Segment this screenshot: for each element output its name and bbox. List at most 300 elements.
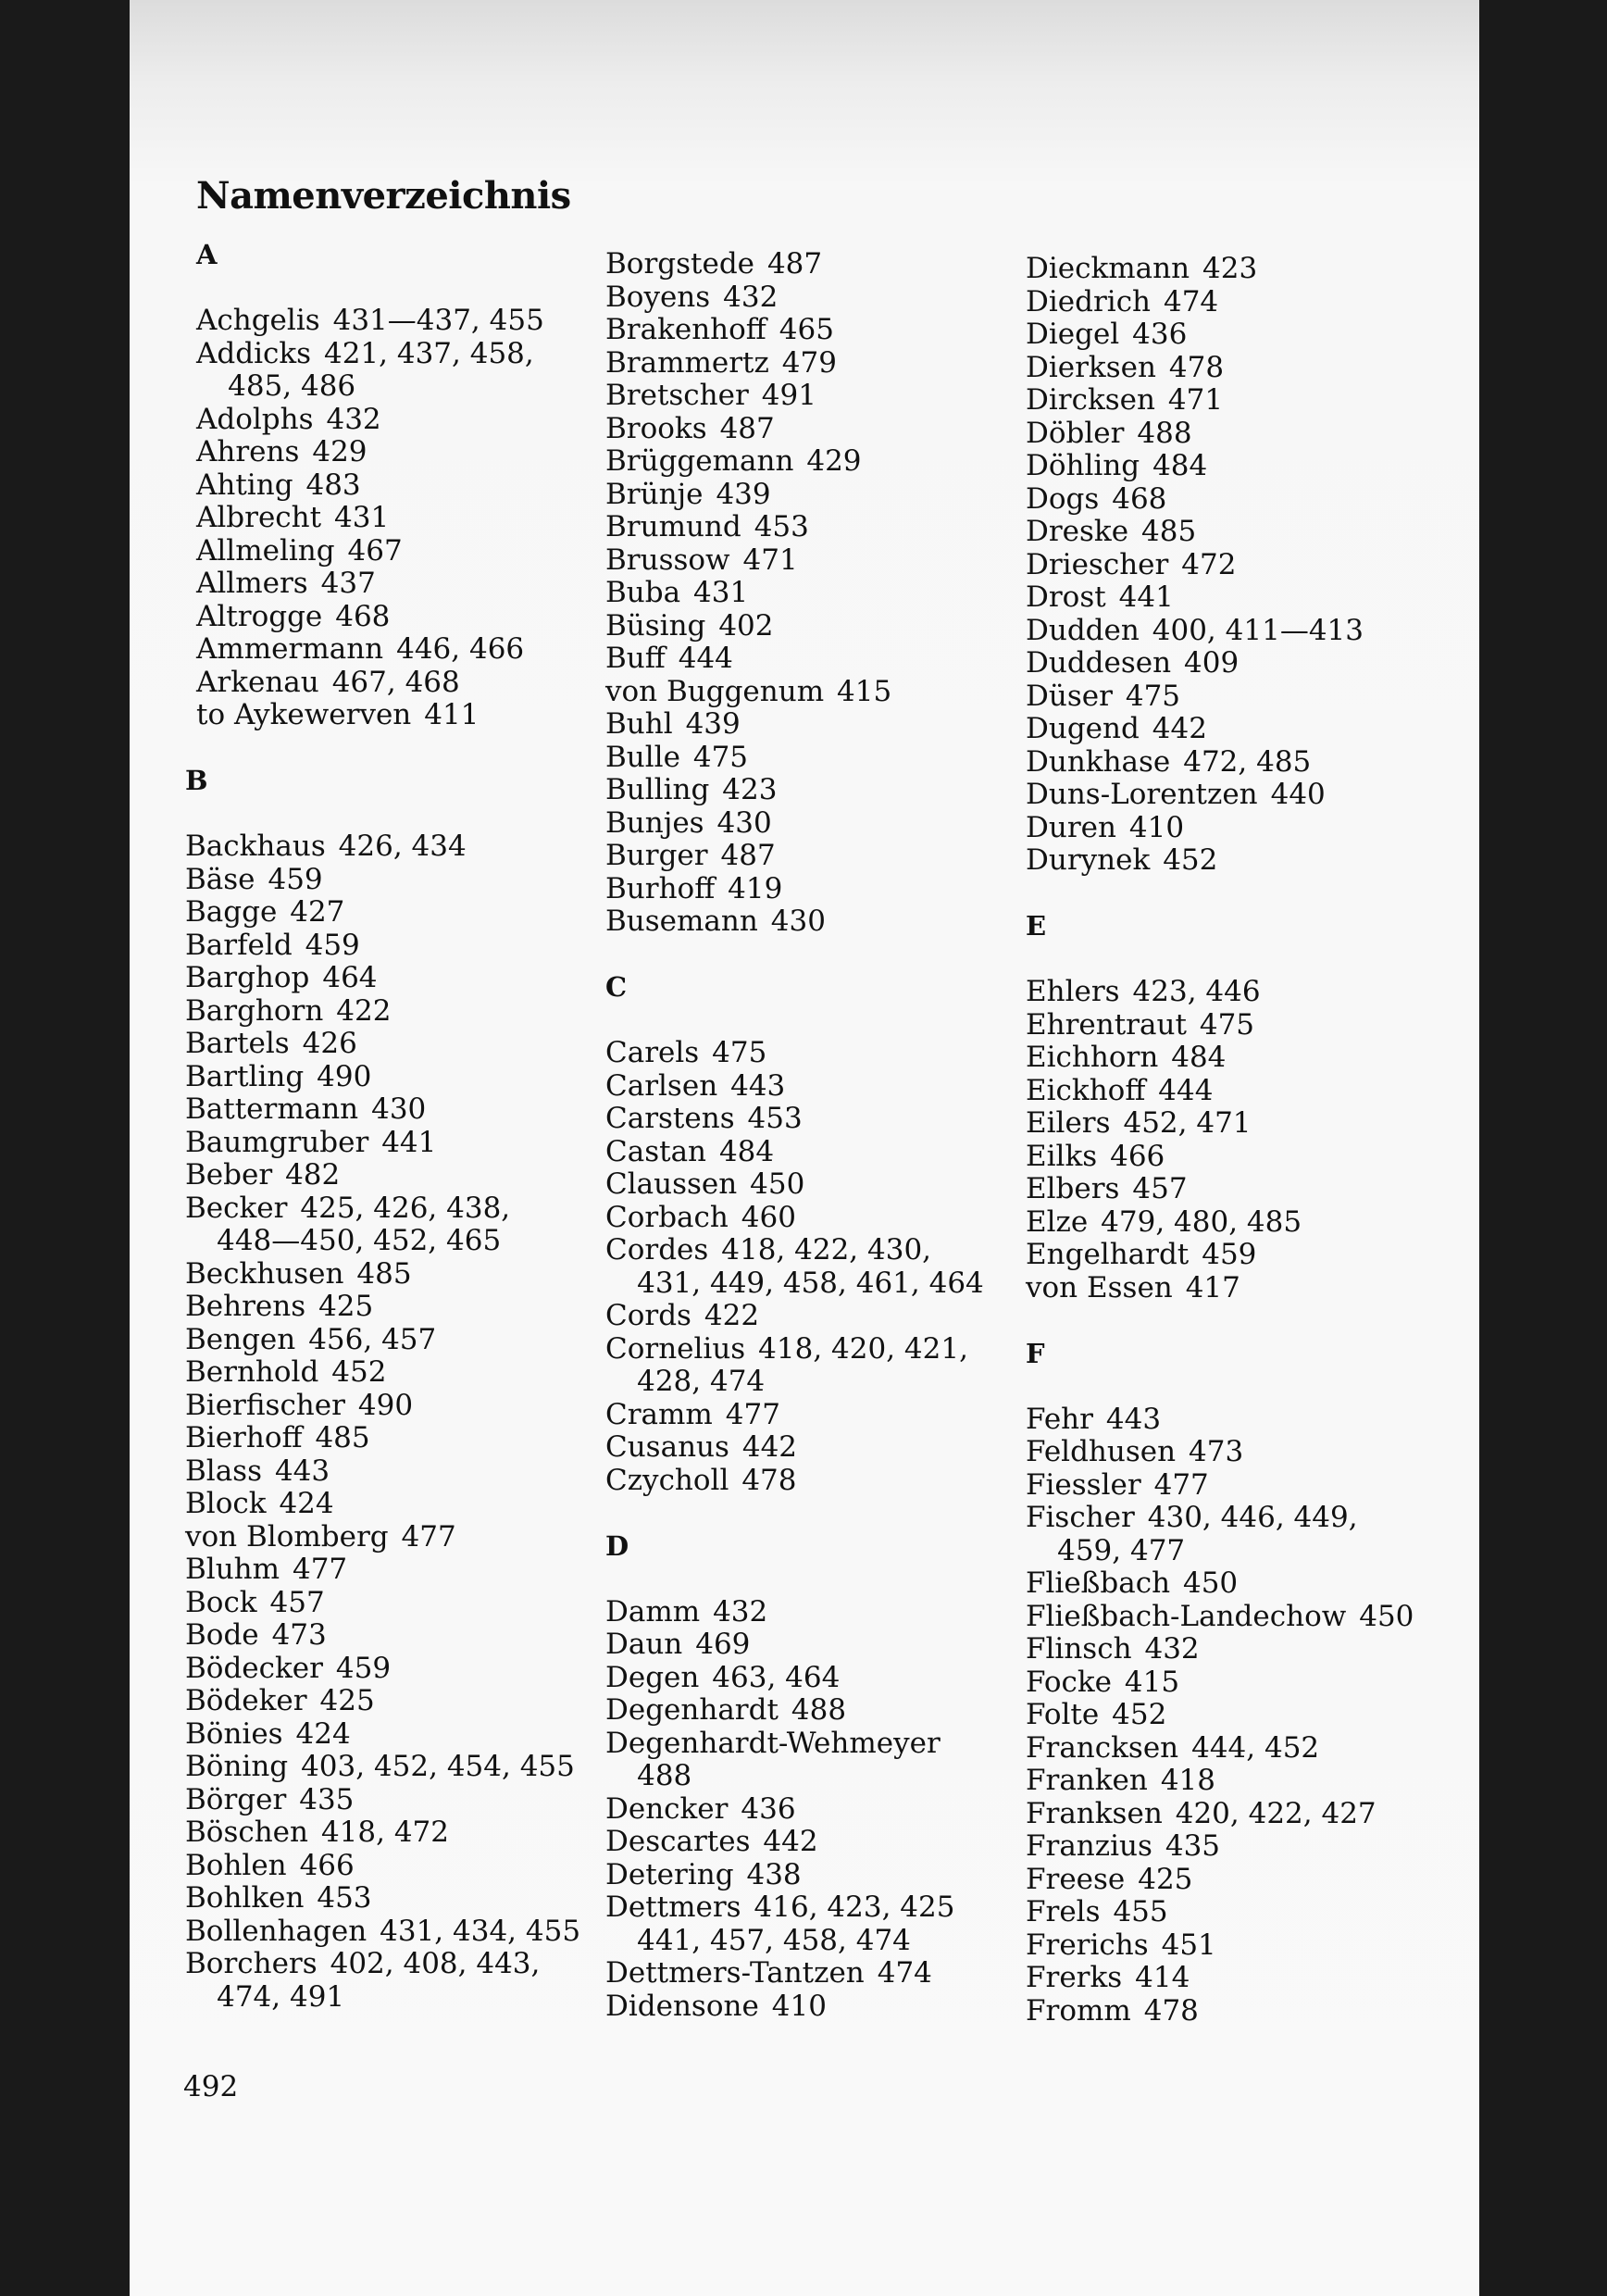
entry-name: Dunkhase	[1026, 744, 1171, 779]
entry-name: Cramm	[605, 1397, 713, 1431]
entry-name: Frerks	[1026, 1961, 1123, 1994]
entry-pages: 402, 408, 443,	[330, 1947, 541, 1980]
index-entry	[605, 708, 1013, 742]
entry-name: Ahting	[196, 468, 293, 502]
entry-pages: 485, 486	[228, 369, 356, 403]
page-number: 492	[183, 2070, 239, 2103]
index-entry	[185, 1981, 592, 2015]
entry-pages: 490	[317, 1059, 372, 1093]
entry-pages: 425	[318, 1290, 374, 1323]
entry-name: Albrecht	[196, 501, 322, 534]
index-entry	[185, 1159, 592, 1192]
entry-name: Franksen	[1026, 1796, 1163, 1830]
index-entry	[1026, 1567, 1461, 1601]
index-entry	[1026, 483, 1461, 517]
entry-pages: 453	[754, 510, 809, 543]
index-entry	[605, 544, 1013, 578]
entry-pages: 431	[693, 576, 749, 609]
entry-pages: 450	[750, 1167, 805, 1201]
index-entry	[1026, 680, 1461, 714]
entry-pages: 478	[1143, 1993, 1199, 2028]
entry-name: Döbler	[1026, 416, 1125, 450]
entry-pages: 459	[305, 928, 360, 962]
entry-name: von Buggenum	[605, 674, 825, 708]
entry-pages: 430	[371, 1092, 427, 1126]
entry-pages: 426	[302, 1027, 357, 1060]
index-entry	[185, 1258, 592, 1292]
entry-pages: 424	[279, 1487, 334, 1520]
entry-name: Battermann	[185, 1092, 359, 1126]
entry-pages: 450	[1359, 1599, 1414, 1633]
index-entry	[605, 1168, 1013, 1202]
index-entry	[185, 1061, 592, 1094]
index-entry	[1026, 581, 1461, 615]
index-entry	[605, 577, 1013, 610]
entry-name: Engelhardt	[1026, 1238, 1190, 1271]
entry-name: Frerichs	[1026, 1928, 1149, 1962]
entry-name: Dircksen	[1026, 383, 1155, 417]
entry-pages: 474	[877, 1956, 932, 1990]
entry-pages: 472, 485	[1183, 744, 1312, 779]
index-entry	[605, 1431, 1013, 1465]
entry-name: Focke	[1026, 1665, 1112, 1699]
entry-name: Elbers	[1026, 1172, 1120, 1205]
page-title: Namenverzeichnis	[196, 174, 571, 218]
entry-name: Dudden	[1026, 613, 1140, 647]
entry-pages: 415	[1124, 1665, 1180, 1699]
index-entry	[196, 305, 592, 338]
index-entry	[1026, 1765, 1461, 1798]
entry-pages: 473	[271, 1618, 327, 1652]
entry-name: Bulle	[605, 740, 680, 774]
entry-pages: 457	[269, 1585, 325, 1619]
entry-name: Duren	[1026, 810, 1116, 844]
entry-pages: 473	[1189, 1435, 1244, 1468]
entry-name: Blass	[185, 1454, 262, 1488]
index-entry	[605, 610, 1013, 643]
index-entry	[1026, 1239, 1461, 1272]
entry-pages: 418, 420, 421,	[758, 1331, 968, 1366]
index-entry	[185, 1192, 592, 1226]
entry-pages: 436	[1132, 318, 1188, 351]
entry-pages: 478	[1168, 350, 1225, 384]
entry-pages: 451	[1161, 1928, 1216, 1962]
entry-name: Degen	[605, 1660, 700, 1694]
entry-name: Burhoff	[605, 871, 716, 905]
entry-name: Addicks	[196, 336, 312, 370]
entry-name: Borgstede	[605, 247, 755, 281]
entry-name: Bödecker	[185, 1651, 323, 1685]
entry-name: Ehlers	[1026, 975, 1120, 1008]
entry-pages: 477	[1153, 1467, 1209, 1502]
entry-pages: 467, 468	[331, 665, 460, 699]
entry-name: Didensone	[605, 1989, 759, 2023]
entry-pages: 488	[1137, 416, 1192, 450]
index-entry	[1026, 352, 1461, 385]
entry-name: Dierksen	[1026, 350, 1156, 384]
entry-name: Eichhorn	[1026, 1041, 1159, 1074]
entry-name: Bagge	[185, 895, 278, 929]
entry-name: Corbach	[605, 1200, 729, 1234]
entry-name: Busemann	[605, 905, 758, 938]
entry-name: Bartling	[185, 1059, 305, 1093]
index-entry	[605, 840, 1013, 873]
index-entry	[605, 1891, 1013, 1925]
entry-name: Böning	[185, 1750, 289, 1783]
index-entry	[185, 1127, 592, 1160]
entry-pages: 453	[747, 1102, 803, 1135]
entry-name: Eilers	[1026, 1106, 1111, 1140]
entry-name: Dieckmann	[1026, 252, 1190, 285]
index-entry	[605, 807, 1013, 841]
entry-name: Düser	[1026, 679, 1113, 713]
entry-pages: 485	[356, 1256, 412, 1291]
entry-pages: 439	[685, 707, 741, 741]
index-entry	[185, 995, 592, 1029]
entry-pages: 429	[806, 444, 862, 478]
entry-name: Buhl	[605, 707, 673, 741]
entry-pages: 410	[771, 1989, 827, 2023]
entry-name: Dreske	[1026, 515, 1129, 548]
entry-pages: 491	[761, 379, 816, 412]
entry-pages: 484	[1171, 1041, 1227, 1074]
index-entry	[605, 873, 1013, 906]
index-entry	[1026, 1633, 1461, 1666]
entry-pages: 468	[1112, 481, 1167, 516]
entry-name: Bohlen	[185, 1848, 287, 1882]
entry-pages: 416, 423, 425	[754, 1890, 955, 1924]
entry-pages: 479	[781, 345, 837, 380]
index-entry	[605, 1366, 1013, 1399]
entry-pages: 442	[741, 1430, 798, 1464]
index-entry	[185, 930, 592, 963]
index-entry	[196, 601, 592, 634]
index-entry	[1026, 450, 1461, 483]
index-entry	[605, 1859, 1013, 1892]
entry-pages: 410	[1128, 810, 1185, 844]
index-entry	[605, 347, 1013, 381]
entry-name: Bierhoff	[185, 1421, 303, 1454]
entry-name: Carels	[605, 1036, 700, 1069]
entry-name: Feldhusen	[1026, 1435, 1177, 1468]
index-entry	[1026, 1436, 1461, 1469]
entry-name: Fischer	[1026, 1501, 1135, 1534]
index-entry	[1026, 286, 1461, 319]
entry-name: Bretscher	[605, 379, 749, 412]
entry-name: Degenhardt	[605, 1693, 779, 1727]
entry-name: Altrogge	[196, 599, 323, 633]
entry-pages: 417	[1185, 1270, 1240, 1304]
entry-pages: 475	[692, 740, 749, 774]
index-entry	[185, 1422, 592, 1455]
index-column-3	[1026, 253, 1461, 2061]
index-entry	[196, 535, 592, 568]
entry-name: Bäse	[185, 862, 255, 896]
index-entry	[185, 1225, 592, 1258]
entry-pages: 421, 437, 458,	[323, 336, 534, 370]
entry-name: Dencker	[605, 1791, 729, 1826]
entry-name: Achgelis	[196, 304, 320, 337]
index-entry	[1026, 1699, 1461, 1732]
entry-name: Bengen	[185, 1322, 296, 1356]
index-entry	[185, 1619, 592, 1653]
entry-name: Ehrentraut	[1026, 1007, 1187, 1042]
entry-pages: 418, 472	[320, 1816, 449, 1849]
index-section	[1026, 910, 1461, 1304]
index-entry	[196, 667, 592, 700]
entry-name: Borchers	[185, 1947, 318, 1980]
entry-pages: 459, 477	[1057, 1533, 1186, 1567]
entry-name: Fromm	[1026, 1993, 1131, 2028]
index-entry	[1026, 1601, 1461, 1634]
index-entry	[196, 568, 592, 601]
index-entry	[1026, 1272, 1461, 1305]
entry-pages: 441	[1118, 580, 1174, 614]
entry-name: Eilks	[1026, 1139, 1098, 1173]
index-entry	[1026, 746, 1461, 780]
index-column-2	[605, 248, 1013, 2056]
index-entry	[605, 1760, 1013, 1793]
index-entry	[1026, 1666, 1461, 1700]
entry-name: Franken	[1026, 1764, 1148, 1797]
entry-name: Böschen	[185, 1816, 308, 1849]
index-entry	[605, 1925, 1013, 1958]
entry-pages: 425	[1138, 1862, 1193, 1896]
index-entry	[185, 1324, 592, 1357]
entry-name: Backhaus	[185, 830, 326, 863]
index-entry	[1026, 1042, 1461, 1075]
index-entry	[1026, 1929, 1461, 1963]
entry-name: Burger	[605, 839, 708, 872]
index-entry	[185, 1488, 592, 1521]
entry-pages: 474, 491	[217, 1979, 345, 2014]
entry-name: Cordes	[605, 1233, 709, 1267]
entry-name: Flinsch	[1026, 1632, 1132, 1666]
entry-pages: 429	[312, 435, 367, 468]
index-entry	[605, 511, 1013, 544]
index-entry	[1026, 384, 1461, 418]
entry-name: to Aykewerven	[196, 698, 412, 731]
entry-name: Bluhm	[185, 1553, 280, 1586]
index-entry	[1026, 1173, 1461, 1206]
index-entry	[605, 1234, 1013, 1267]
entry-name: Carlsen	[605, 1068, 718, 1103]
entry-name: Duddesen	[1026, 646, 1172, 680]
index-entry	[1026, 516, 1461, 549]
entry-name: Bollenhagen	[185, 1914, 367, 1948]
entry-pages: 415	[837, 674, 892, 708]
entry-name: Behrens	[185, 1290, 306, 1323]
entry-pages: 431, 434, 455	[380, 1914, 581, 1948]
entry-pages: 444	[1158, 1073, 1214, 1107]
entry-pages: 402	[718, 608, 774, 643]
entry-name: Fehr	[1026, 1402, 1093, 1436]
index-entry	[605, 1333, 1013, 1366]
index-section	[605, 1530, 1013, 2024]
entry-pages: 441, 457, 458, 474	[637, 1923, 911, 1957]
index-entry	[1026, 549, 1461, 582]
index-entry	[196, 370, 592, 404]
entry-name: Durynek	[1026, 843, 1151, 877]
entry-pages: 465	[779, 313, 834, 346]
entry-name: Eickhoff	[1026, 1073, 1146, 1107]
entry-name: Fiessler	[1026, 1467, 1141, 1502]
section-letter: C	[605, 971, 628, 1003]
entry-pages: 487	[719, 411, 775, 445]
entry-name: Freese	[1026, 1862, 1126, 1896]
index-entry	[1026, 1107, 1461, 1141]
entry-pages: 453	[317, 1881, 372, 1915]
index-entry	[1026, 1798, 1461, 1831]
entry-name: Beckhusen	[185, 1256, 344, 1291]
entry-pages: 442	[763, 1825, 818, 1858]
entry-name: Börger	[185, 1782, 287, 1816]
entry-pages: 409	[1184, 646, 1240, 680]
index-entry	[605, 1628, 1013, 1662]
entry-pages: 482	[285, 1158, 341, 1192]
section-letter: E	[1026, 910, 1047, 942]
index-entry	[185, 1653, 592, 1686]
index-entry	[185, 1390, 592, 1423]
entry-pages: 488	[637, 1759, 692, 1792]
index-entry	[1026, 1404, 1461, 1437]
entry-pages: 428, 474	[637, 1365, 766, 1398]
entry-pages: 425	[319, 1684, 375, 1717]
index-entry	[185, 1784, 592, 1817]
entry-pages: 436	[741, 1791, 796, 1826]
index-entry	[185, 1455, 592, 1489]
entry-pages: 441	[381, 1125, 437, 1159]
entry-name: Brammertz	[605, 345, 769, 380]
index-entry	[1026, 1962, 1461, 1995]
index-entry	[1026, 1141, 1461, 1174]
entry-pages: 432	[713, 1594, 768, 1628]
index-entry	[605, 281, 1013, 315]
entry-name: Bulling	[605, 773, 710, 806]
entry-name: Diegel	[1026, 318, 1120, 351]
entry-name: Fließbach-Landechow	[1026, 1599, 1347, 1633]
index-entry	[1026, 1864, 1461, 1897]
index-entry	[196, 404, 592, 437]
entry-name: Brakenhoff	[605, 313, 766, 346]
entry-name: Barghop	[185, 961, 310, 994]
entry-name: von Essen	[1026, 1270, 1173, 1304]
entry-name: Diedrich	[1026, 284, 1152, 318]
index-section	[605, 248, 1013, 939]
index-entry	[605, 380, 1013, 413]
entry-name: Bode	[185, 1618, 259, 1652]
index-entry	[185, 962, 592, 995]
entry-pages: 446, 466	[396, 632, 525, 666]
entry-pages: 423, 446	[1132, 975, 1261, 1008]
entry-pages: 424	[295, 1716, 351, 1751]
index-entry	[1026, 1995, 1461, 2028]
entry-name: Degenhardt-Wehmeyer	[605, 1726, 941, 1760]
entry-pages: 435	[1165, 1829, 1221, 1863]
entry-name: Bierfischer	[185, 1388, 345, 1422]
entry-pages: 466	[1110, 1139, 1165, 1173]
entry-pages: 459	[1202, 1238, 1257, 1271]
index-entry	[605, 1136, 1013, 1169]
entry-pages: 422	[704, 1299, 760, 1332]
index-section	[1026, 1338, 1461, 2028]
entry-name: Folte	[1026, 1698, 1100, 1731]
index-entry	[1026, 1896, 1461, 1929]
index-entry	[605, 1694, 1013, 1728]
index-entry	[1026, 1535, 1461, 1568]
entry-pages: 483	[305, 468, 361, 502]
entry-pages: 420, 422, 427	[1175, 1796, 1377, 1830]
entry-pages: 477	[292, 1553, 348, 1586]
entry-name: Beber	[185, 1158, 273, 1192]
entry-name: Francksen	[1026, 1730, 1179, 1765]
index-entry	[185, 1915, 592, 1949]
index-entry	[605, 1793, 1013, 1827]
index-entry	[185, 1948, 592, 1981]
entry-name: Barfeld	[185, 928, 293, 962]
entry-pages: 435	[299, 1782, 355, 1816]
index-entry	[605, 479, 1013, 512]
entry-pages: 427	[290, 895, 345, 929]
entry-pages: 423	[1202, 252, 1258, 285]
index-section	[185, 239, 592, 732]
entry-name: Daun	[605, 1628, 683, 1661]
entry-pages: 438	[746, 1857, 802, 1891]
entry-pages: 463, 464	[712, 1660, 841, 1694]
index-entry	[196, 469, 592, 503]
entry-pages: 440	[1270, 778, 1326, 811]
entry-name: Brünje	[605, 477, 704, 511]
entry-name: Dugend	[1026, 712, 1140, 745]
entry-pages: 452, 471	[1123, 1106, 1252, 1140]
index-entry	[185, 1685, 592, 1718]
entry-name: Dettmers-Tantzen	[605, 1956, 865, 1990]
entry-pages: 426, 434	[338, 830, 467, 863]
index-entry	[605, 774, 1013, 807]
entry-pages: 443	[274, 1454, 330, 1488]
entry-name: Ahrens	[196, 435, 300, 468]
entry-name: Becker	[185, 1191, 288, 1225]
entry-name: Cornelius	[605, 1331, 746, 1366]
entry-pages: 490	[357, 1388, 414, 1422]
index-entry	[605, 1070, 1013, 1104]
index-entry	[196, 699, 592, 732]
entry-name: Büsing	[605, 608, 706, 643]
entry-pages: 432	[723, 280, 779, 314]
entry-pages: 478	[741, 1463, 797, 1497]
entry-name: Cusanus	[605, 1430, 729, 1464]
entry-name: Bock	[185, 1585, 257, 1619]
index-entry	[605, 1728, 1013, 1761]
entry-name: Dogs	[1026, 481, 1100, 516]
entry-name: Boyens	[605, 280, 711, 314]
index-section	[1026, 253, 1461, 878]
entry-pages: 484	[1152, 449, 1208, 482]
entry-name: Barghorn	[185, 993, 324, 1028]
entry-name: Bartels	[185, 1027, 290, 1060]
index-section	[605, 971, 1013, 1497]
index-entry	[605, 1826, 1013, 1859]
entry-name: Fließbach	[1026, 1566, 1171, 1600]
index-entry	[185, 830, 592, 864]
index-entry	[185, 1028, 592, 1061]
entry-name: Brooks	[605, 411, 707, 445]
entry-pages: 444	[678, 642, 733, 675]
entry-name: Claussen	[605, 1167, 738, 1201]
entry-name: Driescher	[1026, 547, 1169, 581]
index-entry	[1026, 253, 1461, 286]
entry-pages: 418	[1160, 1764, 1215, 1797]
